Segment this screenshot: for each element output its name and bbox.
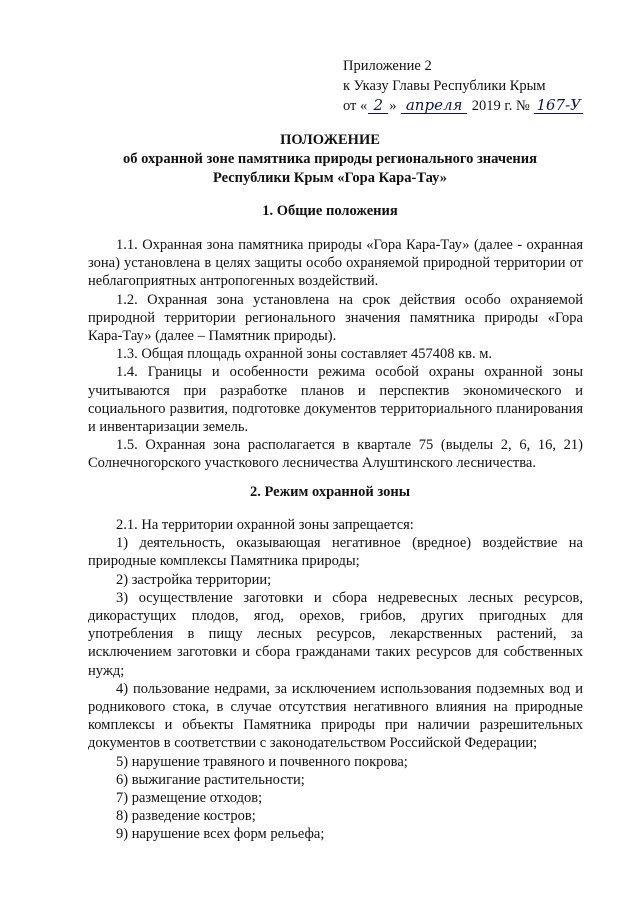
list-item-6: 6) выжигание растительности; [116, 771, 305, 788]
handwritten-month: апреля [401, 97, 467, 114]
section-1-heading: 1. Общие положения [262, 203, 398, 219]
appendix-block [343, 56, 584, 116]
paragraph-1-1: 1.1. Охранная зона памятника природы «Гора Кара-Тау» (далее - охранная зона) установлена в целях защиты особо охраняемой природной территории от неблагоприятных антропогенных воздействий. [88, 237, 583, 290]
list-item-1: 1) деятельность, оказывающая негативное (вредное) воздействие на природные комплексы Памятника природы; [88, 535, 583, 570]
list-item-7: 7) размещение отходов; [116, 790, 263, 807]
title-main: ПОЛОЖЕНИЕ [280, 132, 380, 148]
appendix-number: Приложение 2 [343, 58, 432, 74]
list-item-9: 9) нарушение всех форм рельефа; [116, 826, 325, 843]
section-2-heading: 2. Режим охранной зоны [249, 484, 411, 500]
paragraph-1-2: 1.2. Охранная зона установлена на срок действия особо охраняемой природной территории регионального значения памятника природы «Гора Кара-Тау» (далее – Памятник природы). [88, 291, 583, 345]
document-title [60, 131, 600, 188]
paragraph-1-4: 1.4. Границы и особенности режима особой охраны охранной зоны учитываются при разработке планов и перспектив экономического и социального развития, подготовке документов территориального планирования и инвентаризации земель. [88, 364, 583, 436]
list-item-2: 2) застройка территории; [116, 571, 272, 588]
list-item-5: 5) нарушение травяного и почвенного покрова; [116, 753, 408, 770]
date-quote-close: » [389, 98, 397, 114]
paragraph-1-3: 1.3. Общая площадь охранной зоны составляет 457408 кв. м. [116, 346, 493, 363]
date-year: 2019 г. № [471, 98, 530, 114]
paragraph-1-5: 1.5. Охранная зона располагается в квартале 75 (выделы 2, 6, 16, 21) Солнечногорского участкового лесничества Алуштинского лесничества. [88, 437, 583, 472]
paragraph-2-1: 2.1. На территории охранной зоны запрещается: [116, 517, 414, 533]
section-2-body [88, 516, 583, 844]
date-prefix: от « [343, 98, 368, 114]
appendix-reference: к Указу Главы Республики Крым [343, 78, 546, 94]
handwritten-day: 2 [368, 97, 388, 114]
list-item-4: 4) пользование недрами, за исключением использования подземных вод и родникового стока, в случае отсутствия негативного влияния на природные комплексы и объекты Памятника природы при наличии разрешительных документов в соответствии с законодательством Российской Федерации; [88, 680, 583, 752]
handwritten-doc-number: 167-У [536, 96, 581, 114]
appendix-date-line [343, 96, 584, 116]
section-1-body [88, 236, 583, 473]
title-sub-1: об охранной зоне памятника природы регионального значения [123, 151, 537, 167]
list-item-3: 3) осуществление заготовки и сбора недревесных лесных ресурсов, дикорастущих плодов, ягод, орехов, грибов, других пригодных для употребления в пищу лесных ресурсов, лекарственных растений, за исключением заготовки и сбора гражданами таких ресурсов для собственных нужд; [88, 589, 583, 679]
title-sub-2: Республики Крым «Гора Кара-Тау» [212, 170, 448, 186]
list-item-8: 8) разведение костров; [116, 808, 256, 825]
